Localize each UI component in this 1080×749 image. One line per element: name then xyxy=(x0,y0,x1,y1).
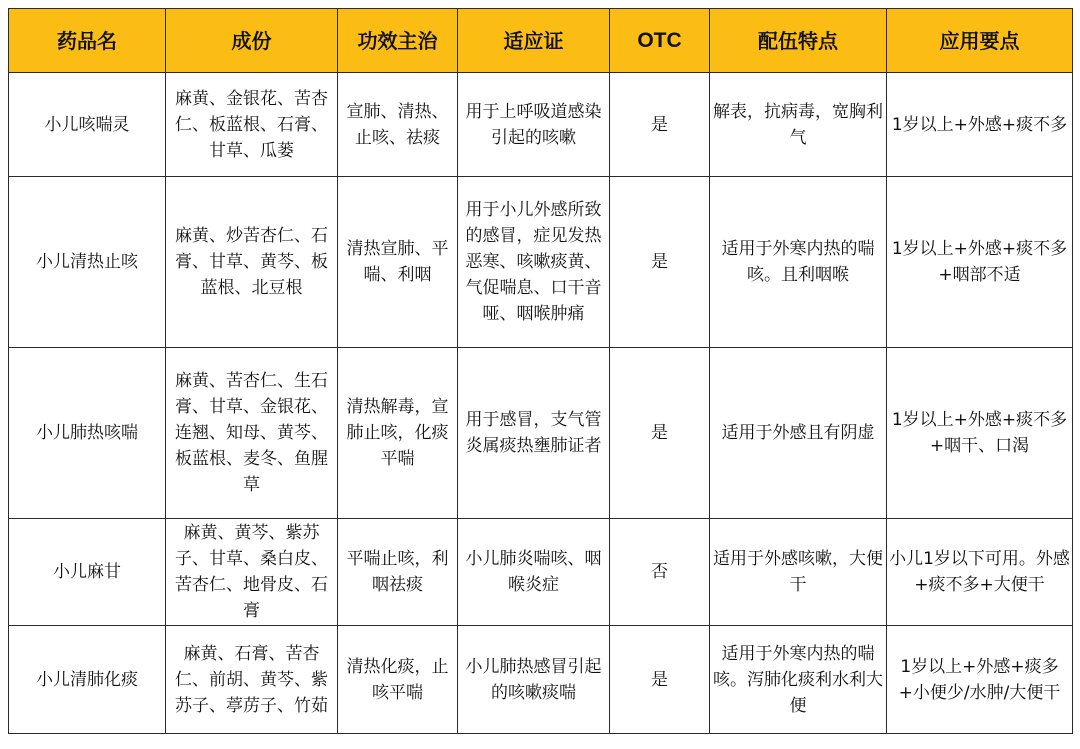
drug-name-cell: 小儿清肺化痰 xyxy=(9,626,166,734)
header-key-points: 应用要点 xyxy=(887,9,1073,73)
header-effect: 功效主治 xyxy=(338,9,458,73)
key-points-cell: 1岁以上+外感+痰不多+咽干、口渴 xyxy=(887,348,1073,519)
indication-cell: 小儿肺炎喘咳、咽喉炎症 xyxy=(458,519,610,626)
effect-cell: 宣肺、清热、止咳、祛痰 xyxy=(338,73,458,177)
otc-cell: 是 xyxy=(610,626,710,734)
otc-cell: 否 xyxy=(610,519,710,626)
drug-name-cell: 小儿麻甘 xyxy=(9,519,166,626)
table-header-row xyxy=(9,9,1073,73)
table-row xyxy=(9,519,1073,626)
compatibility-cell: 适用于外感且有阴虚 xyxy=(710,348,887,519)
otc-cell: 是 xyxy=(610,177,710,348)
otc-cell: 是 xyxy=(610,73,710,177)
indication-cell: 用于上呼吸道感染引起的咳嗽 xyxy=(458,73,610,177)
table-row xyxy=(9,73,1073,177)
drug-name-cell: 小儿咳喘灵 xyxy=(9,73,166,177)
drug-comparison-table xyxy=(8,8,1073,734)
compatibility-cell: 适用于外寒内热的喘咳。且利咽喉 xyxy=(710,177,887,348)
effect-cell: 清热解毒，宣肺止咳，化痰平喘 xyxy=(338,348,458,519)
ingredients-cell: 麻黄、炒苦杏仁、石膏、甘草、黄芩、板蓝根、北豆根 xyxy=(166,177,338,348)
ingredients-cell: 麻黄、苦杏仁、生石膏、甘草、金银花、连翘、知母、黄芩、板蓝根、麦冬、鱼腥草 xyxy=(166,348,338,519)
indication-cell: 用于感冒，支气管炎属痰热壅肺证者 xyxy=(458,348,610,519)
table-row xyxy=(9,177,1073,348)
compatibility-cell: 适用于外感咳嗽，大便干 xyxy=(710,519,887,626)
key-points-cell: 小儿1岁以下可用。外感+痰不多+大便干 xyxy=(887,519,1073,626)
header-indication: 适应证 xyxy=(458,9,610,73)
header-ingredients: 成份 xyxy=(166,9,338,73)
table-row xyxy=(9,626,1073,734)
effect-cell: 平喘止咳，利咽祛痰 xyxy=(338,519,458,626)
ingredients-cell: 麻黄、黄芩、紫苏子、甘草、桑白皮、苦杏仁、地骨皮、石膏 xyxy=(166,519,338,626)
compatibility-cell: 解表，抗病毒，宽胸利气 xyxy=(710,73,887,177)
key-points-cell: 1岁以上+外感+痰多+小便少/水肿/大便干 xyxy=(887,626,1073,734)
header-drug-name: 药品名 xyxy=(9,9,166,73)
ingredients-cell: 麻黄、金银花、苦杏仁、板蓝根、石膏、甘草、瓜蒌 xyxy=(166,73,338,177)
drug-name-cell: 小儿清热止咳 xyxy=(9,177,166,348)
header-otc: OTC xyxy=(610,9,710,73)
table-row xyxy=(9,348,1073,519)
indication-cell: 用于小儿外感所致的感冒，症见发热恶寒、咳嗽痰黄、气促喘息、口干音哑、咽喉肿痛 xyxy=(458,177,610,348)
header-compatibility: 配伍特点 xyxy=(710,9,887,73)
effect-cell: 清热化痰，止咳平喘 xyxy=(338,626,458,734)
ingredients-cell: 麻黄、石膏、苦杏仁、前胡、黄芩、紫苏子、葶苈子、竹茹 xyxy=(166,626,338,734)
otc-cell: 是 xyxy=(610,348,710,519)
key-points-cell: 1岁以上+外感+痰不多+咽部不适 xyxy=(887,177,1073,348)
effect-cell: 清热宣肺、平喘、利咽 xyxy=(338,177,458,348)
indication-cell: 小儿肺热感冒引起的咳嗽痰喘 xyxy=(458,626,610,734)
drug-name-cell: 小儿肺热咳喘 xyxy=(9,348,166,519)
key-points-cell: 1岁以上+外感+痰不多 xyxy=(887,73,1073,177)
compatibility-cell: 适用于外寒内热的喘咳。泻肺化痰利水利大便 xyxy=(710,626,887,734)
